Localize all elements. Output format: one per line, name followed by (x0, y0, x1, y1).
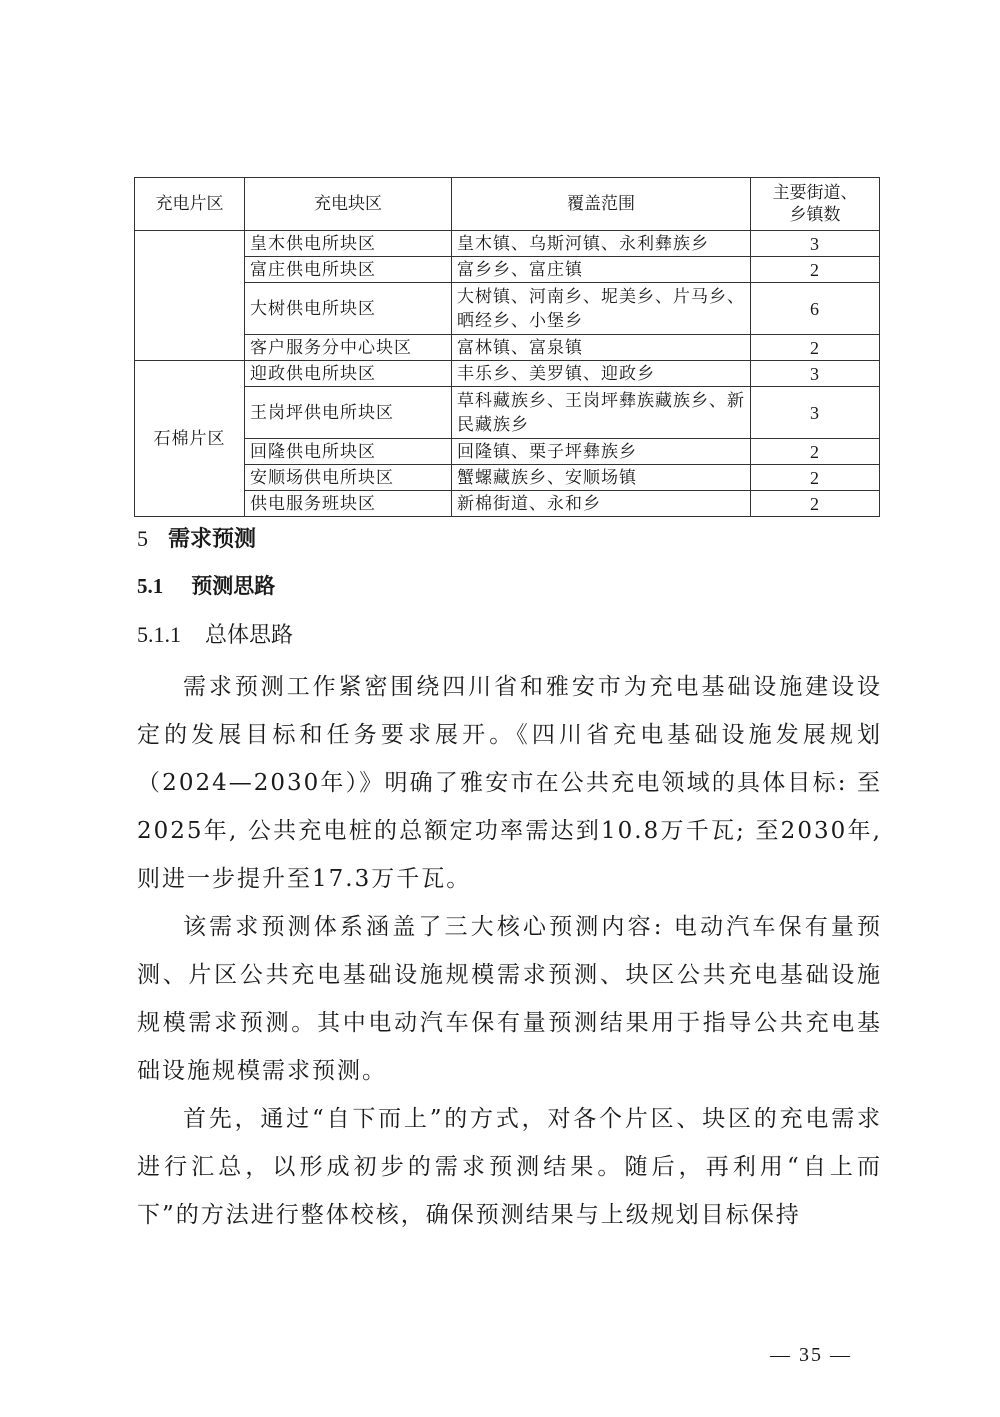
block-cell: 客户服务分中心块区 (245, 335, 452, 361)
coverage-cell: 蟹螺藏族乡、安顺场镇 (452, 465, 751, 491)
coverage-cell: 回隆镇、栗子坪彝族乡 (452, 439, 751, 465)
page-number: — 35 — (770, 1344, 852, 1366)
section-number: 5 (137, 526, 148, 551)
block-cell: 皇木供电所块区 (245, 231, 452, 257)
count-cell: 3 (751, 231, 880, 257)
subsection-title: 预测思路 (191, 573, 276, 598)
block-cell: 回隆供电所块区 (245, 439, 452, 465)
charging-zone-table (134, 177, 880, 517)
header-count: 主要街道、 乡镇数 (751, 178, 880, 231)
coverage-cell: 丰乐乡、美罗镇、迎政乡 (452, 361, 751, 387)
count-cell: 2 (751, 439, 880, 465)
area-cell (135, 231, 245, 361)
count-cell: 2 (751, 465, 880, 491)
subsubsection-title: 总体思路 (205, 623, 294, 648)
table-row (135, 231, 880, 257)
count-cell: 3 (751, 387, 880, 439)
subsection-heading (137, 570, 275, 600)
table-row (135, 387, 880, 439)
table-header-row (135, 178, 880, 231)
table-row (135, 491, 880, 517)
subsubsection-number: 5.1.1 (137, 622, 181, 647)
block-cell: 大树供电所块区 (245, 283, 452, 335)
table-row (135, 257, 880, 283)
count-cell: 6 (751, 283, 880, 335)
coverage-cell: 草科藏族乡、王岗坪彝族藏族乡、新民藏族乡 (452, 387, 751, 439)
count-cell: 2 (751, 491, 880, 517)
coverage-cell: 富乡乡、富庄镇 (452, 257, 751, 283)
area-cell: 石棉片区 (135, 361, 245, 517)
body-paragraph: 首先，通过“自下而上”的方式，对各个片区、块区的充电需求进行汇总，以形成初步的需求预测结果。随后，再利用“自上而下”的方法进行整体校核，确保预测结果与上级规划目标保持 (137, 1106, 882, 1228)
coverage-cell: 皇木镇、乌斯河镇、永利彝族乡 (452, 231, 751, 257)
coverage-cell: 大树镇、河南乡、坭美乡、片马乡、晒经乡、小堡乡 (452, 283, 751, 335)
block-cell: 富庄供电所块区 (245, 257, 452, 283)
count-cell: 3 (751, 361, 880, 387)
table-row (135, 465, 880, 491)
block-cell: 安顺场供电所块区 (245, 465, 452, 491)
table-row (135, 439, 880, 465)
block-cell: 迎政供电所块区 (245, 361, 452, 387)
table-row (135, 335, 880, 361)
table-row (135, 283, 880, 335)
table-row (135, 361, 880, 387)
coverage-cell: 新棉街道、永和乡 (452, 491, 751, 517)
header-coverage: 覆盖范围 (452, 178, 751, 231)
coverage-cell: 富林镇、富泉镇 (452, 335, 751, 361)
header-area: 充电片区 (135, 178, 245, 231)
body-paragraph: 需求预测工作紧密围绕四川省和雅安市为充电基础设施建设设定的发展目标和任务要求展开。《四川省充电基础设施发展规划（2024—2030年）》明确了雅安市在公共充电领域的具体目标: 至2025年, 公共充电桩的总额定功率需达到10.8万千瓦; 至2030年, 则进一步提升至17.3万千瓦。 (137, 674, 882, 892)
block-cell: 王岗坪供电所块区 (245, 387, 452, 439)
section-title: 需求预测 (168, 527, 257, 552)
subsection-number: 5.1 (137, 574, 164, 598)
header-block: 充电块区 (245, 178, 452, 231)
subsubsection-heading (137, 618, 293, 649)
block-cell: 供电服务班块区 (245, 491, 452, 517)
count-cell: 2 (751, 335, 880, 361)
body-paragraph: 该需求预测体系涵盖了三大核心预测内容: 电动汽车保有量预测、片区公共充电基础设施规模需求预测、块区公共充电基础设施规模需求预测。其中电动汽车保有量预测结果用于指导公共充电基础设施规模需求预测。 (137, 914, 882, 1084)
section-heading (137, 522, 256, 553)
count-cell: 2 (751, 257, 880, 283)
